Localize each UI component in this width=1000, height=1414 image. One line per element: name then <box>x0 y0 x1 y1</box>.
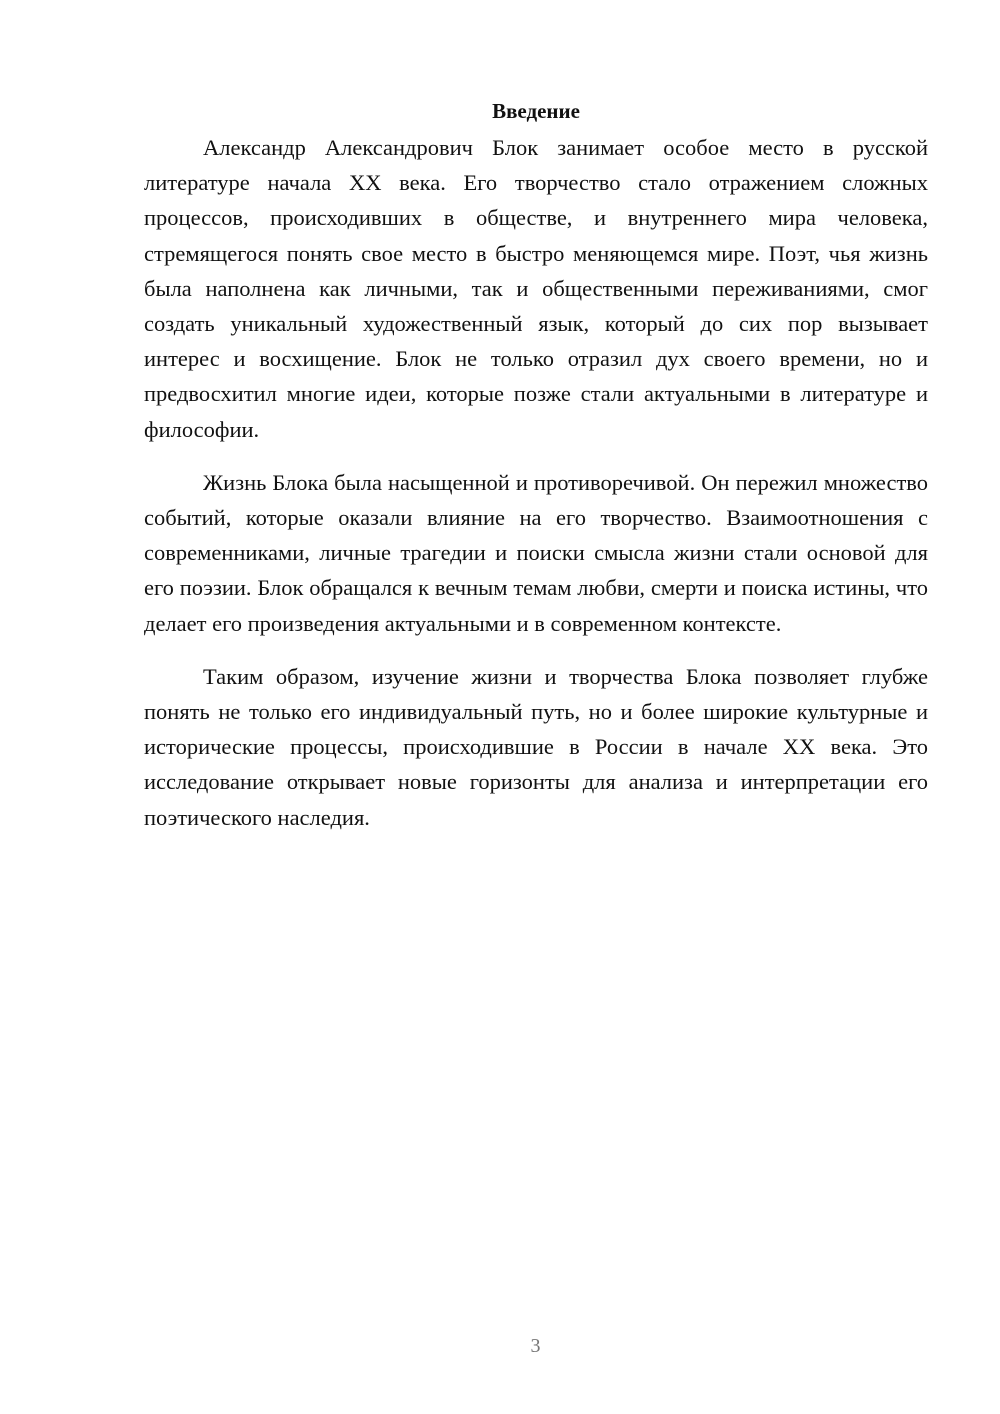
page-content <box>144 96 928 853</box>
page-number: 3 <box>530 1335 541 1357</box>
paragraph-1: Александр Александрович Блок занимает особое место в русской литературе начала XX века. Его творчество стало отражением сложных процессов, происходивших в обществе, и внутреннего мира человека, стремящегося понять свое место в быстро меняющемся мире. Поэт, чья жизнь была наполнена как личными, так и общественными переживаниями, смог создать уникальный художественный язык, который до сих пор вызывает интерес и восхищение. Блок не только отразил дух своего времени, но и предвосхитил многие идеи, которые позже стали актуальными в литературе и философии. <box>144 135 928 442</box>
section-heading: Введение <box>492 99 580 123</box>
paragraph-3: Таким образом, изучение жизни и творчества Блока позволяет глубже понять не только его индивидуальный путь, но и более широкие культурные и исторические процессы, происходившие в России в начале XX века. Это исследование открывает новые горизонты для анализа и интерпретации его поэтического наследия. <box>144 663 928 830</box>
paragraph-2: Жизнь Блока была насыщенной и противоречивой. Он пережил множество событий, которые оказали влияние на его творчество. Взаимоотношения с современниками, личные трагедии и поиски смысла жизни стали основой для его поэзии. Блок обращался к вечным темам любви, смерти и поиска истины, что делает его произведения актуальными и в современном контексте. <box>144 469 928 636</box>
